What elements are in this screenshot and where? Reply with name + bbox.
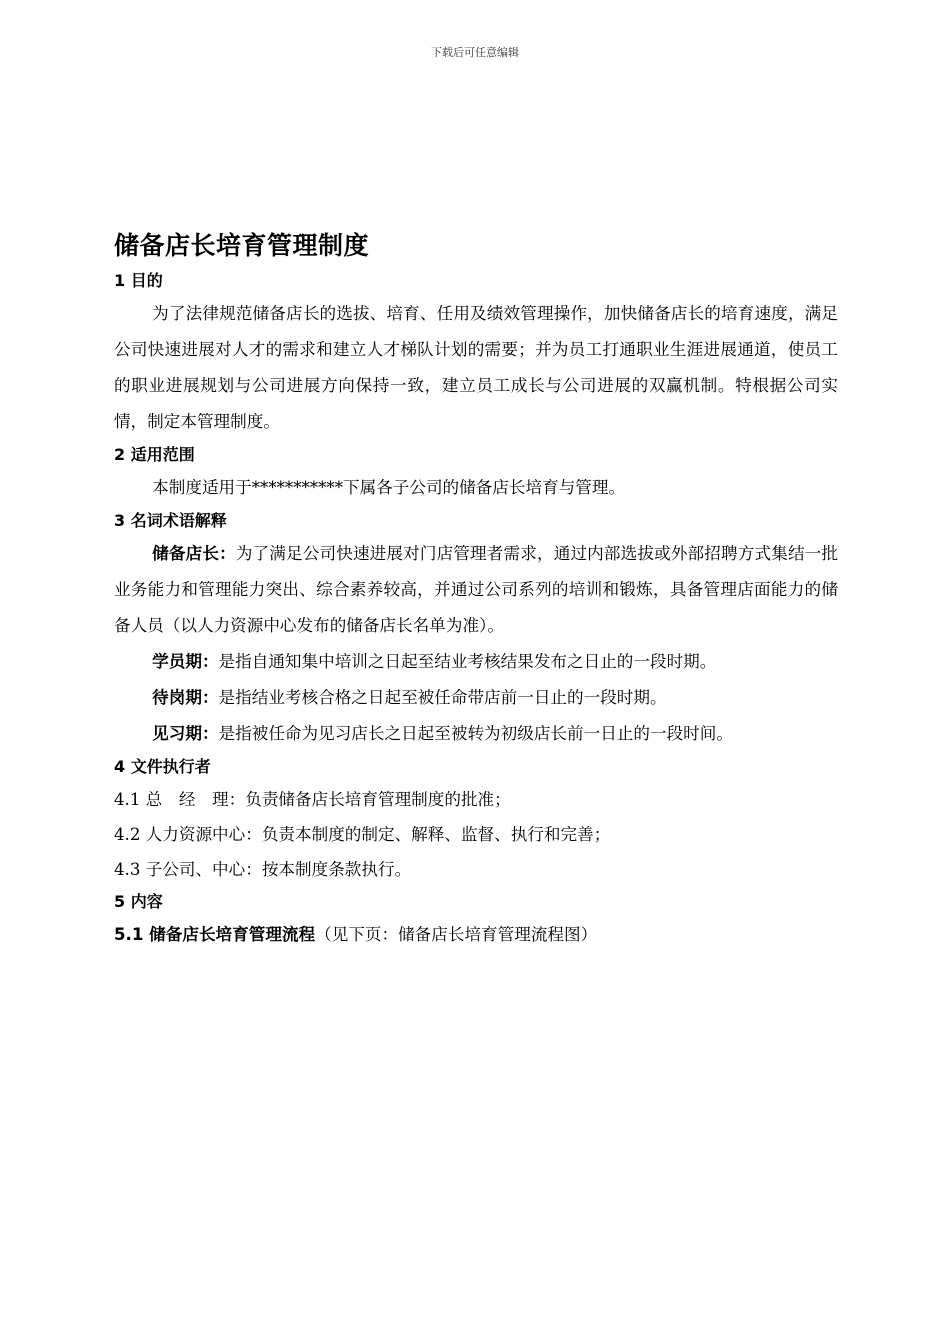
section-heading-terms: 3 名词术语解释 bbox=[114, 511, 227, 530]
term-text: 是指被任命为见习店长之日起至被转为初级店长前一日止的一段时间。 bbox=[218, 724, 733, 743]
executor-item: 4.3 子公司、中心：按本制度条款执行。 bbox=[114, 860, 412, 879]
subsection-title: 5.1 储备店长培育管理流程 bbox=[114, 925, 316, 944]
section-heading-content: 5 内容 bbox=[114, 892, 163, 911]
term-definition bbox=[114, 644, 838, 680]
section-heading-scope: 2 适用范围 bbox=[114, 445, 195, 464]
subsection-heading bbox=[114, 917, 838, 952]
document-body bbox=[114, 228, 838, 952]
term-label: 待岗期： bbox=[152, 688, 219, 707]
term-text: 为了满足公司快速进展对门店管理者需求，通过内部选拔或外部招聘方式集结一批业务能力和管理能力突出、综合素养较高，并通过公司系列的培训和锻炼，具备管理店面能力的储备人员（以人力资源中心发布的储备店长名单为准）。 bbox=[114, 544, 838, 635]
term-label: 学员期： bbox=[152, 652, 219, 671]
scope-paragraph: 本制度适用于***********下属各子公司的储备店长培育与管理。 bbox=[152, 478, 626, 497]
executor-item: 4.2 人力资源中心：负责本制度的制定、解释、监督、执行和完善； bbox=[114, 825, 611, 844]
purpose-paragraph: 为了法律规范储备店长的选拔、培育、任用及绩效管理操作，加快储备店长的培育速度，满足公司快速进展对人才的需求和建立人才梯队计划的需要；并为员工打通职业生涯进展通道，使员工的职业进展规划与公司进展方向保持一致，建立员工成长与公司进展的双赢机制。特根据公司实情，制定本管理制度。 bbox=[114, 304, 838, 431]
term-definition bbox=[114, 716, 838, 752]
term-definition bbox=[114, 680, 838, 716]
document-title: 储备店长培育管理制度 bbox=[114, 231, 370, 260]
term-text: 是指自通知集中培训之日起至结业考核结果发布之日止的一段时期。 bbox=[218, 652, 717, 671]
term-definition bbox=[114, 536, 838, 644]
subsection-note: （见下页：储备店长培育管理流程图） bbox=[315, 925, 598, 944]
section-heading-executors: 4 文件执行者 bbox=[114, 757, 211, 776]
term-label: 见习期： bbox=[152, 724, 219, 743]
term-text: 是指结业考核合格之日起至被任命带店前一日止的一段时期。 bbox=[218, 688, 667, 707]
term-label: 储备店长： bbox=[152, 544, 236, 563]
executor-item: 4.1 总 经 理：负责储备店长培育管理制度的批准； bbox=[114, 790, 511, 809]
section-heading-purpose: 1 目的 bbox=[114, 271, 163, 290]
header-note: 下载后可任意编辑 bbox=[431, 46, 519, 59]
